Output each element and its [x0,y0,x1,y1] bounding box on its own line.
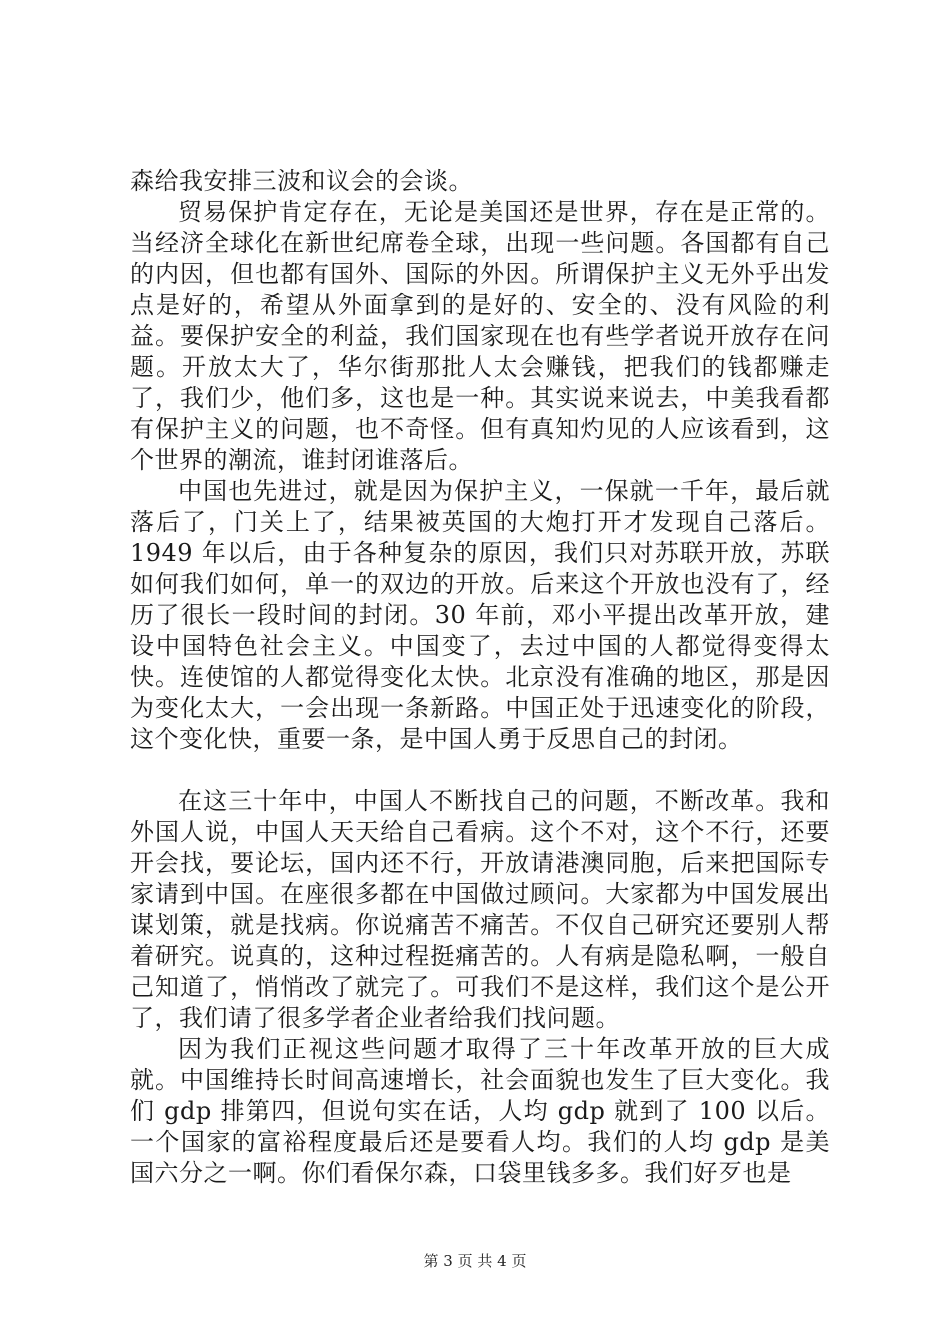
paragraph-continuation: 森给我安排三波和议会的会谈。 [130,167,473,195]
paragraph-thirty-years: 在这三十年中，中国人不断找自己的问题，不断改革。我和外国人说，中国人天天给自己看病。这个不对，这个不行，还要开会找，要论坛，国内还不行，开放请港澳同胞，后来把国际专家请到中国。在座很多都在中国做过顾问。大家都为中国发展出谋划策，就是找病。你说痛苦不痛苦。不仅自己研究还要别人帮着研究。说真的，这种过程挺痛苦的。人有病是隐私啊，一般自己知道了，悄悄改了就完了。可我们不是这样，我们这个是公开了，我们请了很多学者企业者给我们找问题。 [130,787,830,1032]
page-footer: 第 3 页 共 4 页 [423,1252,527,1270]
paragraph-trade-protection: 贸易保护肯定存在，无论是美国还是世界，存在是正常的。当经济全球化在新世纪席卷全球，出现一些问题。各国都有自己的内因，但也都有国外、国际的外因。所谓保护主义无外乎出发点是好的，希望从外面拿到的是好的、安全的、没有风险的利益。要保护安全的利益，我们国家现在也有些学者说开放存在问题。开放太大了，华尔街那批人太会赚钱，把我们的钱都赚走了，我们少，他们多，这也是一种。其实说来说去，中美我看都有保护主义的问题，也不奇怪。但有真知灼见的人应该看到，这个世界的潮流，谁封闭谁落后。 [130,198,830,474]
document-body [130,166,830,1189]
paragraph-china-history: 中国也先进过，就是因为保护主义，一保就一千年，最后就落后了，门关上了，结果被英国的大炮打开才发现自己落后。1949 年以后，由于各种复杂的原因，我们只对苏联开放，苏联如何我们如何，单一的双边的开放。后来这个开放也没有了，经历了很长一段时间的封闭。30 年前，邓小平提出改革开放，建设中国特色社会主义。中国变了，去过中国的人都觉得变得太快。连使馆的人都觉得变化太快。北京没有准确的地区，那是因为变化太大，一会出现一条新路。中国正处于迅速变化的阶段，这个变化快，重要一条，是中国人勇于反思自己的封闭。 [130,477,830,753]
paragraph-achievements: 因为我们正视这些问题才取得了三十年改革开放的巨大成就。中国维持长时间高速增长，社会面貌也发生了巨大变化。我们 gdp 排第四，但说句实在话，人均 gdp 就到了 100 以后。一个国家的富裕程度最后还是要看人均。我们的人均 gdp 是美国六分之一啊。你们看保尔森，口袋里钱多多。我们好歹也是 [130,1035,830,1187]
